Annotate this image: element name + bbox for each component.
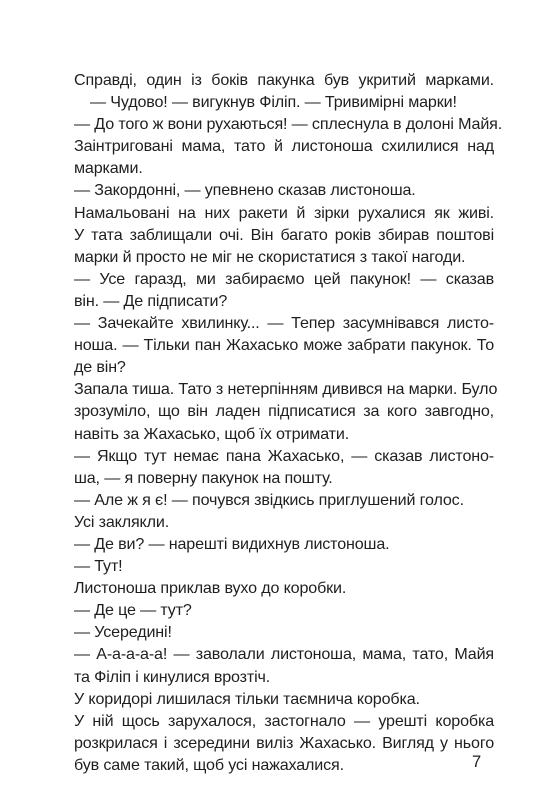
text-line: розкрилася і зсередини виліз Жахасько. Вигляд у нього (74, 733, 494, 752)
text-line: — Усередині! (74, 623, 172, 642)
text-line: марками. (74, 159, 143, 178)
text-line: — А-а-а-а-а! — заволали листоноша, мама, тато, Майя (74, 645, 494, 664)
text-line: марки й просто не міг не скористатися з такої нагоди. (74, 247, 466, 266)
text-line: — Усе гаразд, ми забираємо цей пакунок! — сказав (74, 269, 494, 288)
text-line: навіть за Жахасько, щоб їх отримати. (74, 424, 350, 443)
text-line: — Де це — тут? (74, 601, 192, 620)
text-line: У тата заблищали очі. Він багато років збирав поштові (74, 225, 494, 244)
page-number: 7 (472, 753, 482, 771)
text-line: ноша. — Тільки пан Жахасько може забрати пакунок. То (74, 336, 494, 355)
text-line: — Але ж я є! — почувся звідкись приглушений голос. (74, 490, 464, 509)
text-line: Усі заклякли. (74, 512, 170, 531)
text-line: Заінтриговані мама, тато й листоноша схилилися над (74, 137, 494, 156)
text-line: У ній щось зарухалося, застогнало — урешті коробка (74, 711, 494, 730)
text-line: — До того ж вони рухаються! — сплеснула в долоні Майя. (74, 115, 503, 134)
text-line: Листоноша приклав вухо до коробки. (74, 579, 347, 598)
text-line: — Якщо тут немає пана Жахасько, — сказав листоно- (74, 446, 494, 465)
text-line: був саме такий, щоб усі нажахалися. (74, 755, 344, 774)
text-line: — Де ви? — нарешті видихнув листоноша. (74, 534, 390, 553)
text-line: зрозуміло, що він ладен підписатися за кого завгодно, (74, 402, 494, 421)
text-line: — Чудово! — вигукнув Філіп. — Тривимірні марки! (90, 93, 457, 112)
text-line: — Тут! (74, 557, 123, 576)
text-line: У коридорі лишилася тільки таємнича коробка. (74, 689, 420, 708)
text-line: Намальовані на них ракети й зірки рухалися як живі. (74, 203, 494, 222)
text-line: — Закордонні, — упевнено сказав листоноша. (74, 181, 416, 200)
text-line: Справді, один із боків пакунка був укритий марками. (74, 71, 494, 89)
text-line: та Філіп і кинулися врозтіч. (74, 667, 271, 686)
text-line: Запала тиша. Тато з нетерпінням дивився на марки. Було (74, 380, 498, 399)
body-text (74, 69, 503, 776)
text-line: він. — Де підписати? (74, 291, 228, 310)
text-line: ша, — я поверну пакунок на пошту. (74, 468, 333, 487)
text-line: — Зачекайте хвилинку... — Тепер засумнівався листо- (74, 314, 494, 333)
text-line: де він? (74, 358, 126, 377)
